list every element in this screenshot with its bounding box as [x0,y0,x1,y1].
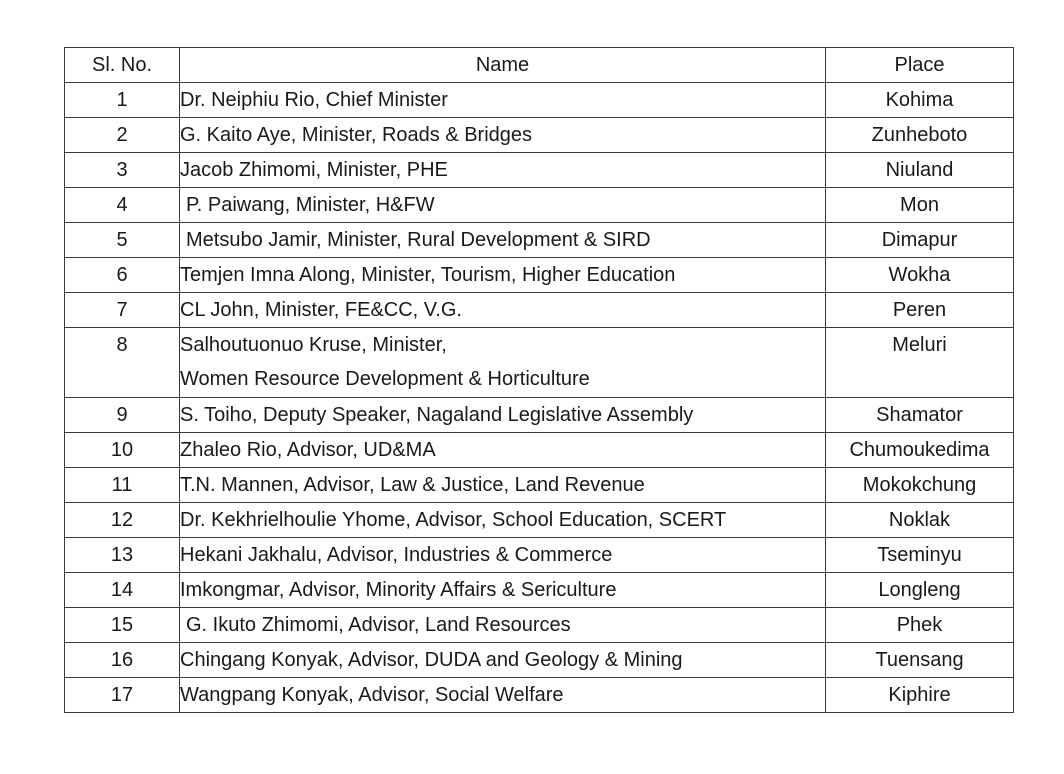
cell-sl-no: 2 [65,118,180,153]
cell-sl-no: 8 [65,328,180,398]
cell-name: G. Kaito Aye, Minister, Roads & Bridges [180,118,826,153]
table-row [65,153,1014,188]
table-row [65,468,1014,503]
table-row [65,398,1014,433]
header-place: Place [826,48,1014,83]
cell-name: Hekani Jakhalu, Advisor, Industries & Commerce [180,538,826,573]
cell-sl-no: 14 [65,573,180,608]
cell-place: Dimapur [826,223,1014,258]
cell-sl-no: 12 [65,503,180,538]
cell-place: Mokokchung [826,468,1014,503]
cell-name: P. Paiwang, Minister, H&FW [180,188,826,223]
ministers-table [64,47,1014,713]
cell-place: Noklak [826,503,1014,538]
cell-name: Temjen Imna Along, Minister, Tourism, Higher Education [180,258,826,293]
table-row [65,608,1014,643]
cell-sl-no: 9 [65,398,180,433]
table-header-row [65,48,1014,83]
table-row [65,83,1014,118]
cell-name: Zhaleo Rio, Advisor, UD&MA [180,433,826,468]
cell-sl-no: 3 [65,153,180,188]
header-sl-no: Sl. No. [65,48,180,83]
cell-sl-no: 7 [65,293,180,328]
cell-sl-no: 6 [65,258,180,293]
cell-sl-no: 1 [65,83,180,118]
header-name: Name [180,48,826,83]
cell-place: Chumoukedima [826,433,1014,468]
cell-place: Mon [826,188,1014,223]
cell-place: Peren [826,293,1014,328]
table-row [65,643,1014,678]
cell-place: Tuensang [826,643,1014,678]
cell-name [180,328,826,398]
table-row [65,258,1014,293]
cell-place: Tseminyu [826,538,1014,573]
cell-place: Wokha [826,258,1014,293]
cell-sl-no: 11 [65,468,180,503]
cell-place: Kohima [826,83,1014,118]
cell-place: Shamator [826,398,1014,433]
cell-name: Chingang Konyak, Advisor, DUDA and Geology & Mining [180,643,826,678]
cell-sl-no: 16 [65,643,180,678]
table-row [65,118,1014,153]
cell-name: Metsubo Jamir, Minister, Rural Development & SIRD [180,223,826,258]
cell-name-line-2: Women Resource Development & Horticulture [180,368,590,390]
cell-name: Dr. Kekhrielhoulie Yhome, Advisor, School Education, SCERT [180,503,826,538]
cell-name: G. Ikuto Zhimomi, Advisor, Land Resources [180,608,826,643]
cell-name: Jacob Zhimomi, Minister, PHE [180,153,826,188]
table-row [65,293,1014,328]
table-row [65,433,1014,468]
cell-place: Kiphire [826,678,1014,713]
table-row [65,538,1014,573]
cell-sl-no: 10 [65,433,180,468]
cell-name: CL John, Minister, FE&CC, V.G. [180,293,826,328]
table-row [65,573,1014,608]
table-row [65,678,1014,713]
cell-name: Imkongmar, Advisor, Minority Affairs & Sericulture [180,573,826,608]
cell-sl-no: 4 [65,188,180,223]
cell-name: Dr. Neiphiu Rio, Chief Minister [180,83,826,118]
table-row [65,188,1014,223]
cell-name-line-1: Salhoutuonuo Kruse, Minister, [180,334,447,356]
cell-sl-no: 15 [65,608,180,643]
cell-name: T.N. Mannen, Advisor, Law & Justice, Land Revenue [180,468,826,503]
cell-sl-no: 17 [65,678,180,713]
cell-place: Niuland [826,153,1014,188]
cell-name: S. Toiho, Deputy Speaker, Nagaland Legislative Assembly [180,398,826,433]
table-row [65,503,1014,538]
table-row [65,223,1014,258]
cell-name: Wangpang Konyak, Advisor, Social Welfare [180,678,826,713]
cell-place: Meluri [826,328,1014,398]
table-row [65,328,1014,398]
cell-place: Phek [826,608,1014,643]
cell-place: Longleng [826,573,1014,608]
cell-sl-no: 13 [65,538,180,573]
cell-place: Zunheboto [826,118,1014,153]
cell-sl-no: 5 [65,223,180,258]
